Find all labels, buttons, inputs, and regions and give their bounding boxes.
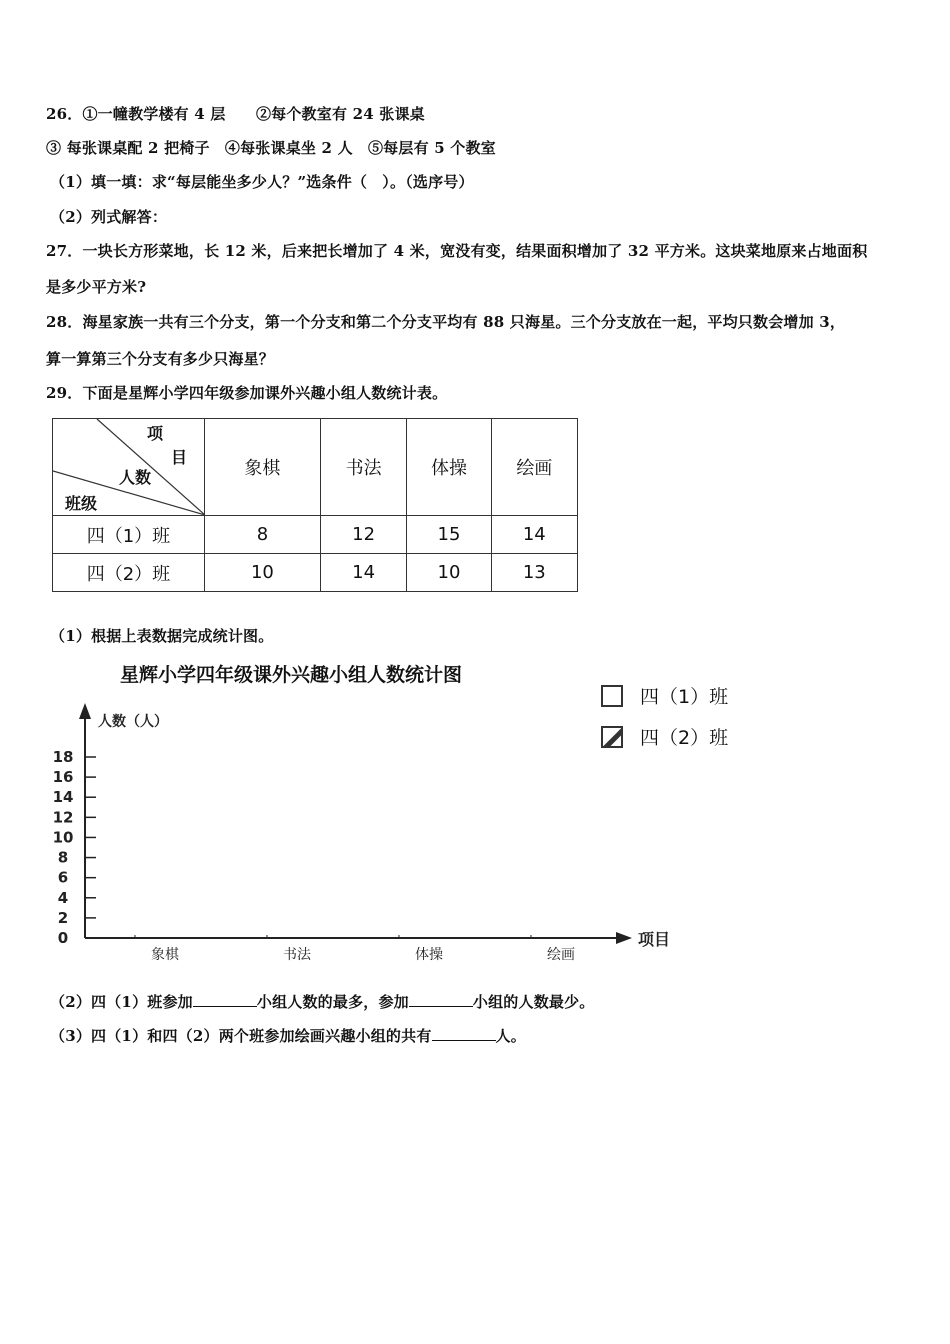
corner-item-1: 项 xyxy=(147,424,164,443)
table-cell: 10 xyxy=(407,554,491,592)
q29-sub3-a: （3）四（1）和四（2）两个班参加绘画兴趣小组的共有 xyxy=(50,1027,432,1045)
corner-item-2: 目 xyxy=(171,448,188,467)
q29-sub3 xyxy=(50,1025,526,1046)
q26-line2: ③ 每张课桌配 2 把椅子 ④每张课桌坐 2 人 ⑤每层有 5 个教室 xyxy=(46,139,496,157)
corner-count: 人数 xyxy=(119,468,152,487)
y-tick-label: 10 xyxy=(52,828,74,847)
answer-blank-most[interactable] xyxy=(193,992,257,1007)
legend-label-class2: 四（2）班 xyxy=(640,727,729,749)
y-tick-label: 0 xyxy=(57,929,69,947)
q28-line2: 算一算第三个分支有多少只海星？ xyxy=(46,350,275,368)
q29-intro: 29．下面是星辉小学四年级参加课外兴趣小组人数统计表。 xyxy=(46,384,448,402)
answer-blank-total[interactable] xyxy=(432,1026,496,1041)
y-tick-label: 14 xyxy=(52,788,74,807)
corner-class: 班级 xyxy=(65,494,98,513)
table-corner-cell xyxy=(53,419,205,516)
q29-sub2-a: （2）四（1）班参加 xyxy=(50,993,193,1011)
q29-sub3-b: 人。 xyxy=(495,1027,526,1045)
y-tick-label: 4 xyxy=(57,888,69,907)
y-tick-label: 8 xyxy=(57,848,69,867)
table-cell: 14 xyxy=(491,516,577,554)
col-header: 书法 xyxy=(320,419,406,516)
q28-line1: 28．海星家族一共有三个分支，第一个分支和第二个分支平均有 88 只海星。三个分支放在一起，平均只数会增加 3， xyxy=(46,313,846,331)
x-axis-arrow xyxy=(616,932,632,944)
x-tick-label: 书法 xyxy=(283,947,311,963)
y-tick-label: 16 xyxy=(52,768,74,787)
bar-chart xyxy=(40,695,680,975)
y-tick-label: 6 xyxy=(57,868,69,887)
answer-blank-least[interactable] xyxy=(409,992,473,1007)
table-cell: 14 xyxy=(320,554,406,592)
x-axis-label: 项目 xyxy=(638,930,671,949)
col-header: 体操 xyxy=(407,419,491,516)
y-axis-label: 人数（人） xyxy=(98,714,168,730)
table-cell: 8 xyxy=(204,516,320,554)
chart-title: 星辉小学四年级课外兴趣小组人数统计图 xyxy=(120,664,463,686)
q29-sub2-c: 小组的人数最少。 xyxy=(472,993,595,1011)
q29-sub2-b: 小组人数的最多，参加 xyxy=(256,993,409,1011)
q26-line1: 26．①一幢教学楼有 4 层 ②每个教室有 24 张课桌 xyxy=(46,105,425,123)
legend-label-class1: 四（1）班 xyxy=(640,686,729,708)
row-label: 四（1）班 xyxy=(53,516,205,554)
q27-line1: 27．一块长方形菜地，长 12 米，后来把长增加了 4 米，宽没有变，结果面积增加了 32 平方米。这块菜地原来占地面积 xyxy=(46,242,868,260)
col-header: 象棋 xyxy=(204,419,320,516)
q26-sub1: （1）填一填：求“每层能坐多少人？”选条件（ ）。（选序号） xyxy=(50,173,474,191)
x-tick-label: 绘画 xyxy=(547,947,575,963)
q29-sub2 xyxy=(50,991,595,1012)
y-tick-label: 18 xyxy=(52,748,74,766)
x-tick-label: 象棋 xyxy=(151,947,179,963)
table-cell: 13 xyxy=(491,554,577,592)
y-tick-label: 2 xyxy=(57,908,69,927)
table-cell: 15 xyxy=(407,516,491,554)
q29-sub1: （1）根据上表数据完成统计图。 xyxy=(50,627,274,645)
table-cell: 12 xyxy=(320,516,406,554)
x-tick-label: 体操 xyxy=(415,947,443,963)
y-axis-arrow xyxy=(79,703,91,719)
table-row xyxy=(53,554,578,592)
table-row xyxy=(53,516,578,554)
col-header: 绘画 xyxy=(491,419,577,516)
stats-table xyxy=(52,418,578,592)
q27-line2: 是多少平方米? xyxy=(46,278,147,296)
y-tick-label: 12 xyxy=(52,808,74,827)
q26-sub2: （2）列式解答： xyxy=(50,208,168,226)
table-cell: 10 xyxy=(204,554,320,592)
row-label: 四（2）班 xyxy=(53,554,205,592)
